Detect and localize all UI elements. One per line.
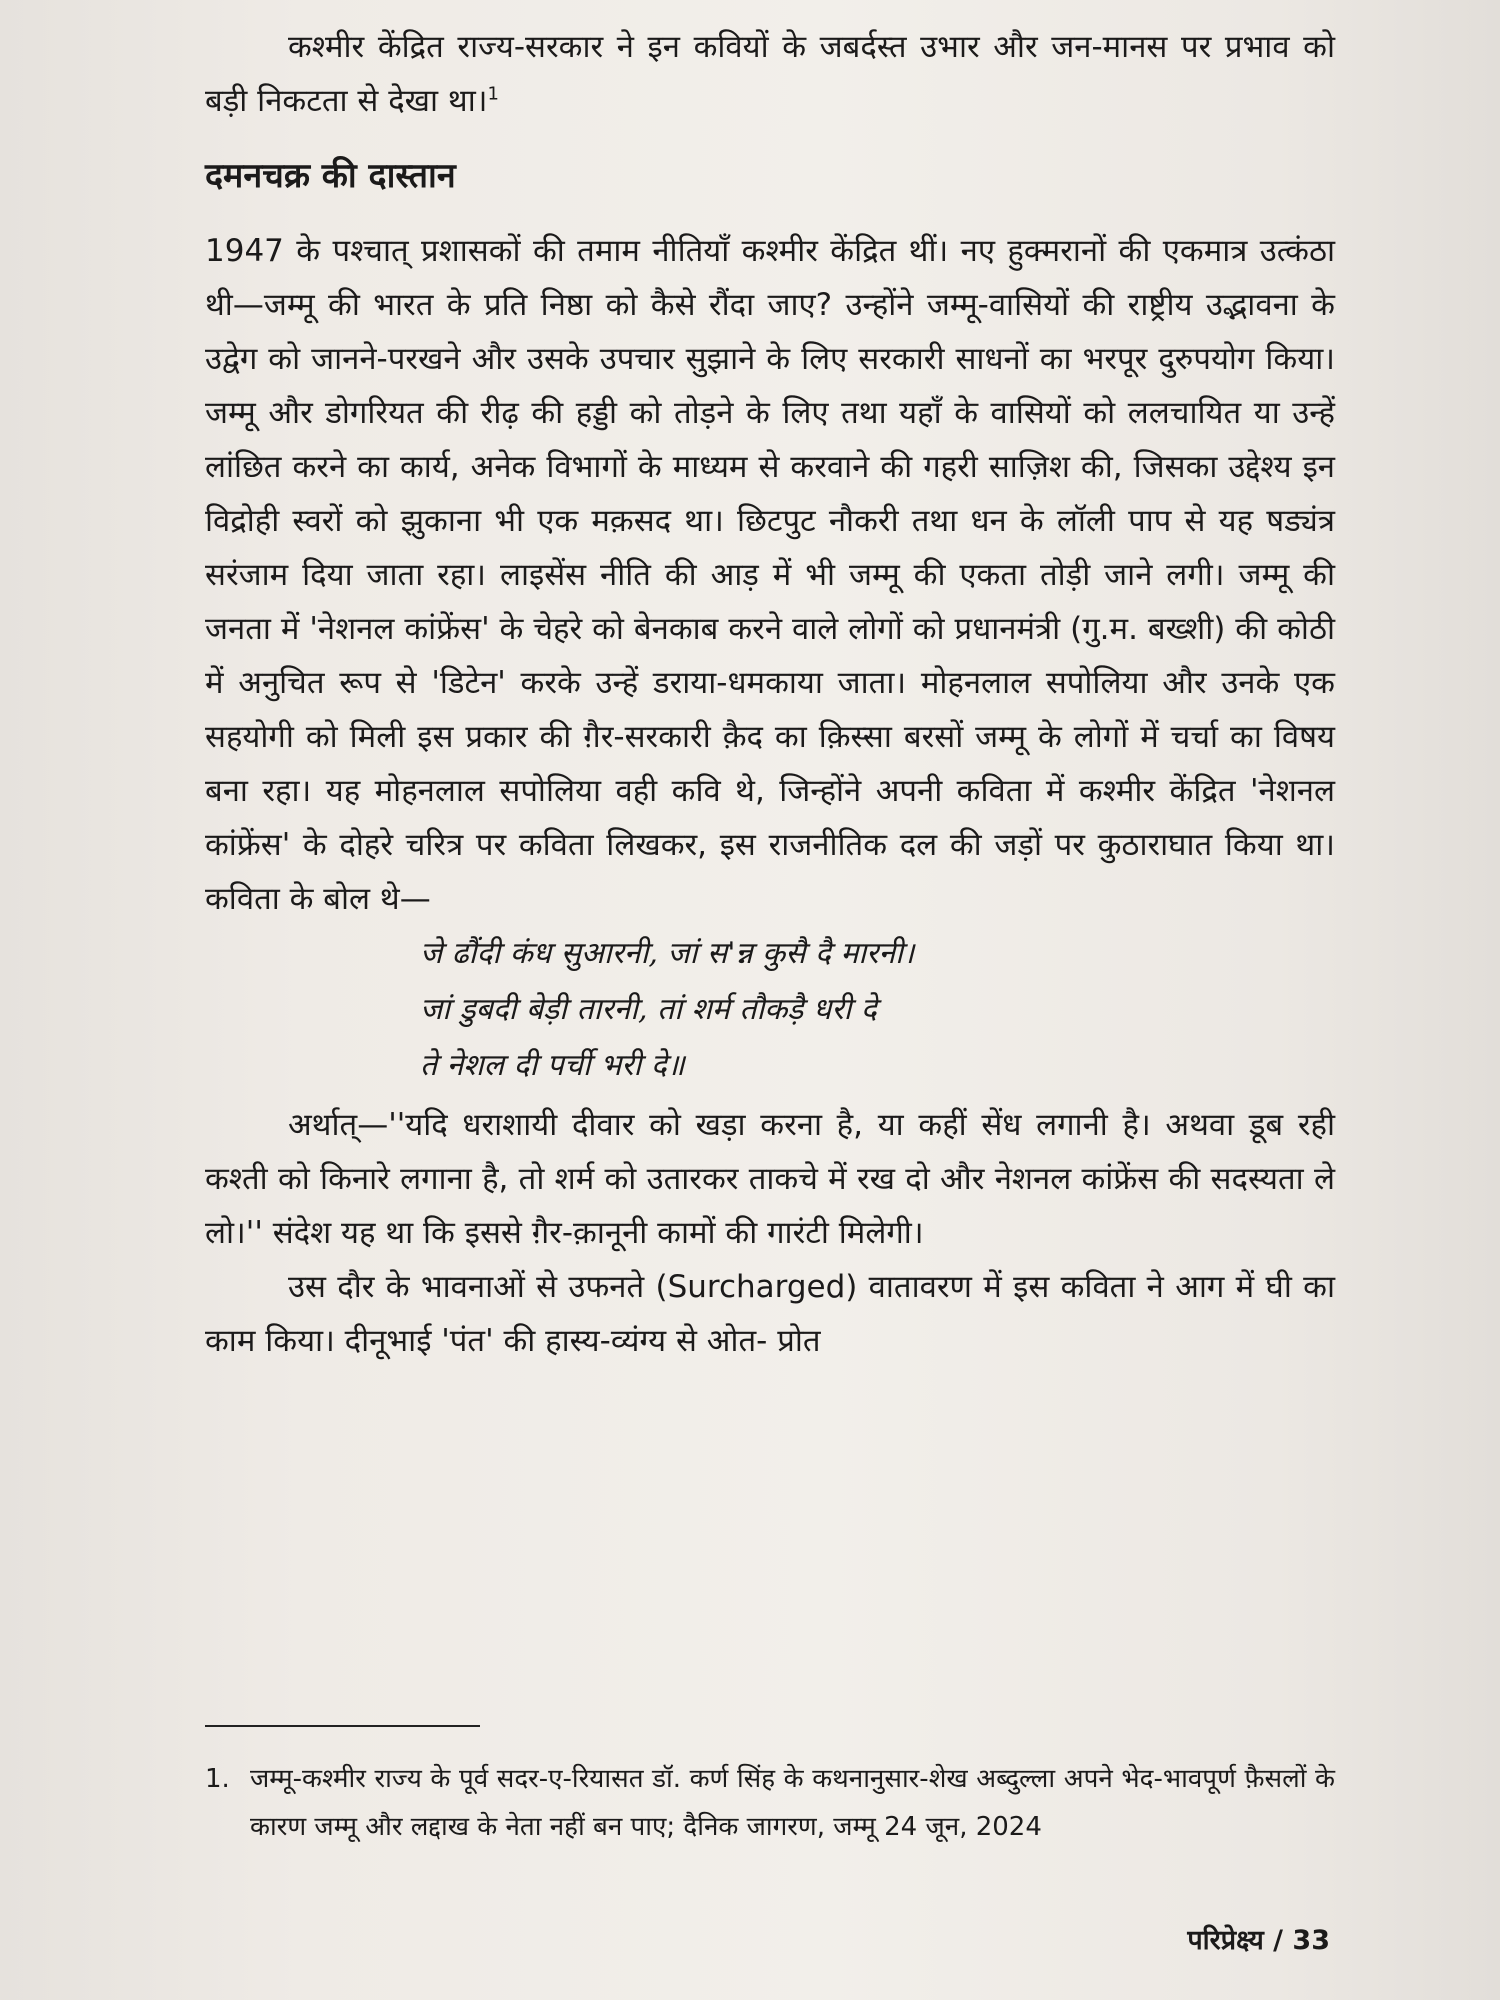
footnote-text: जम्मू-कश्मीर राज्य के पूर्व सदर-ए-रियासत डॉ. कर्ण सिंह के कथनानुसार-शेख अब्दुल्ला अपने भेद-भावपूर्ण फ़ैसलों के कारण जम्मू और लद्दाख के नेता नहीं बन पाए; दैनिक जागरण, जम्मू 24 जून, 2024 [250,1764,1335,1842]
footnote-divider [205,1725,480,1727]
footnote-number: 1. [205,1764,230,1794]
page-body [205,20,1335,1368]
page-folio: परिप्रेक्ष्य / 33 [1187,1925,1330,1956]
intro-text: कश्मीर केंद्रित राज्य-सरकार ने इन कवियों के जबर्दस्त उभार और जन-मानस पर प्रभाव को बड़ी निकटता से देखा था। [205,29,1335,119]
verse-line: जां डुबदी बेड़ी तारनी, तां शर्म तौकड़ै धरी दे [420,992,877,1027]
footnote-item [205,1755,1335,1851]
section-heading: दमनचक्र की दास्तान [205,156,456,196]
footnotes [205,1755,1335,1851]
body-paragraph-1: 1947 के पश्चात् प्रशासकों की तमाम नीतियाँ कश्मीर केंद्रित थीं। नए हुक्मरानों की एकमात्र उत्कंठा थी—जम्मू की भारत के प्रति निष्ठा को कैसे रौंदा जाए? उन्होंने जम्मू-वासियों की राष्ट्रीय उद्भावना के उद्वेग को जानने-परखने और उसके उपचार सुझाने के लिए सरकारी साधनों का भरपूर दुरुपयोग किया। जम्मू और डोगरियत की रीढ़ की हड्डी को तोड़ने के लिए तथा यहाँ के वासियों को ललचायित या उन्हें लांछित करने का कार्य, अनेक विभागों के माध्यम से करवाने की गहरी साज़िश की, जिसका उद्देश्य इन विद्रोही स्वरों को झुकाना भी एक मक़सद था। छिटपुट नौकरी तथा धन के लॉली पाप से यह षड्यंत्र सरंजाम दिया जाता रहा। लाइसेंस नीति की आड़ में भी जम्मू की एकता तोड़ी जाने लगी। जम्मू की जनता में 'नेशनल कांफ्रेंस' के चेहरे को बेनकाब करने वाले लोगों को प्रधानमंत्री (गु.म. बख्शी) की कोठी में अनुचित रूप से 'डिटेन' करके उन्हें डराया-धमकाया जाता। मोहनलाल सपोलिया और उनके एक सहयोगी को मिली इस प्रकार की ग़ैर-सरकारी क़ैद का क़िस्सा बरसों जम्मू के लोगों में चर्चा का विषय बना रहा। यह मोहनलाल सपोलिया वही कवि थे, जिन्होंने अपनी कविता में कश्मीर केंद्रित 'नेशनल कांफ्रेंस' के दोहरे चरित्र पर कविता लिखकर, इस राजनीतिक दल की जड़ों पर कुठाराघात किया था। कविता के बोल थे— [205,233,1335,917]
body-paragraph-2: अर्थात्—''यदि धराशायी दीवार को खड़ा करना है, या कहीं सेंध लगानी है। अथवा डूब रही कश्ती को किनारे लगाना है, तो शर्म को उतारकर ताकचे में रख दो और नेशनल कांफ्रेंस की सदस्यता ले लो।'' संदेश यह था कि इससे ग़ैर-क़ानूनी कामों की गारंटी मिलेगी। [205,1107,1335,1251]
intro-paragraph [205,20,1335,128]
verse-block [420,926,1335,1094]
verse-line: ते नेशल दी पर्ची भरी दे॥ [420,1048,685,1083]
body-paragraph-3: उस दौर के भावनाओं से उफनते (Surcharged) वातावरण में इस कविता ने आग में घी का काम किया। दीनूभाई 'पंत' की हास्य-व्यंग्य से ओत- प्रोत [205,1269,1335,1359]
footnote-reference: 1 [487,83,499,105]
verse-line: जे ढौंदी कंध सुआरनी, जां स'न्न कुसै दै मारनी। [420,936,915,971]
